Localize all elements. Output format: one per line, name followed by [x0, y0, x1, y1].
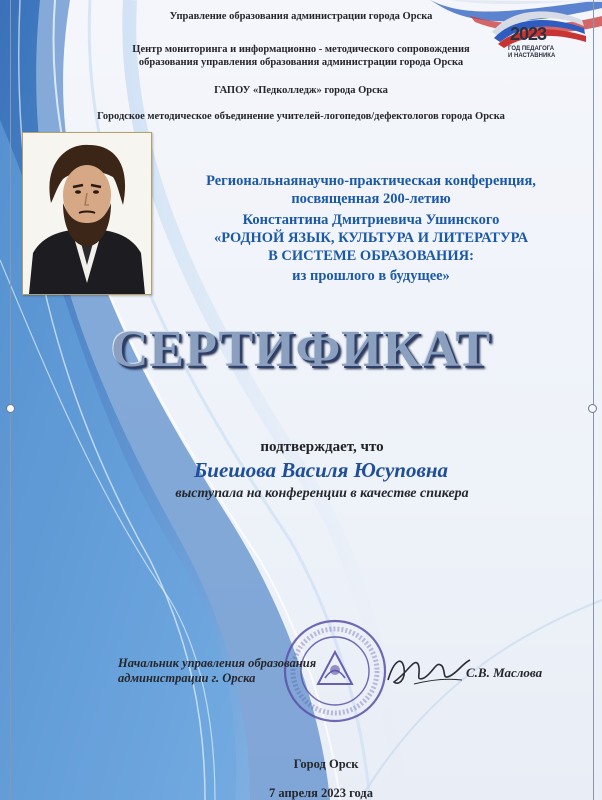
header-line-3: образования управления образования администрации города Орска [138, 57, 464, 68]
signatory-name: С.В. Маслова [466, 665, 543, 680]
city [0, 757, 602, 772]
resize-handle-left[interactable] [6, 404, 15, 413]
resize-handle-right[interactable] [588, 404, 597, 413]
logo-year: 2023 [510, 24, 547, 44]
signatory-position-line1: Начальник управления образования [118, 656, 317, 670]
city-text: Город Орск [293, 757, 359, 771]
recipient-name-text: Биешова Василя Юсуповна [193, 458, 449, 482]
conference-line-6: из прошлого в будущее» [292, 268, 450, 284]
header-line-5: Городское методическое объединение учителей-логопедов/дефектологов города Орска [97, 111, 505, 122]
header-line-2: Центр мониторинга и информационно - методического сопровождения [132, 44, 470, 55]
ushinsky-portrait [22, 132, 152, 295]
handwritten-signature [384, 650, 474, 694]
header-line-1: Управление образования администрации города Орска [169, 11, 433, 22]
conference-line-2: посвященная 200-летию [291, 191, 451, 207]
confirm-text [0, 439, 602, 456]
recipient-name [0, 458, 602, 483]
portrait-illustration [23, 133, 151, 294]
signatory-position [118, 656, 378, 686]
conference-line-1: Региональнаянаучно-практическая конференция, [206, 173, 536, 189]
conference-line-5: В СИСТЕМЕ ОБРАЗОВАНИЯ: [268, 248, 474, 264]
header-line-4: ГАПОУ «Педколледж» города Орска [214, 85, 388, 96]
confirm-label: подтверждает, что [260, 439, 384, 455]
issue-date [0, 786, 602, 800]
recipient-role [0, 486, 602, 502]
signatory-position-line2: администрации г. Орска [118, 671, 256, 685]
certificate-title: СЕРТИФИКАТ [110, 321, 492, 378]
conference-line-4: «РОДНОЙ ЯЗЫК, КУЛЬТУРА И ЛИТЕРАТУРА [213, 230, 529, 246]
recipient-role-text: выступала на конференции в качестве спикера [175, 486, 469, 501]
issue-date-text: 7 апреля 2023 года [268, 786, 374, 800]
logo-text-line2: И НАСТАВНИКА [508, 53, 556, 59]
conference-line-3: Константина Дмитриевича Ушинского [242, 212, 500, 228]
logo-text-line1: ГОД ПЕДАГОГА [508, 46, 555, 52]
